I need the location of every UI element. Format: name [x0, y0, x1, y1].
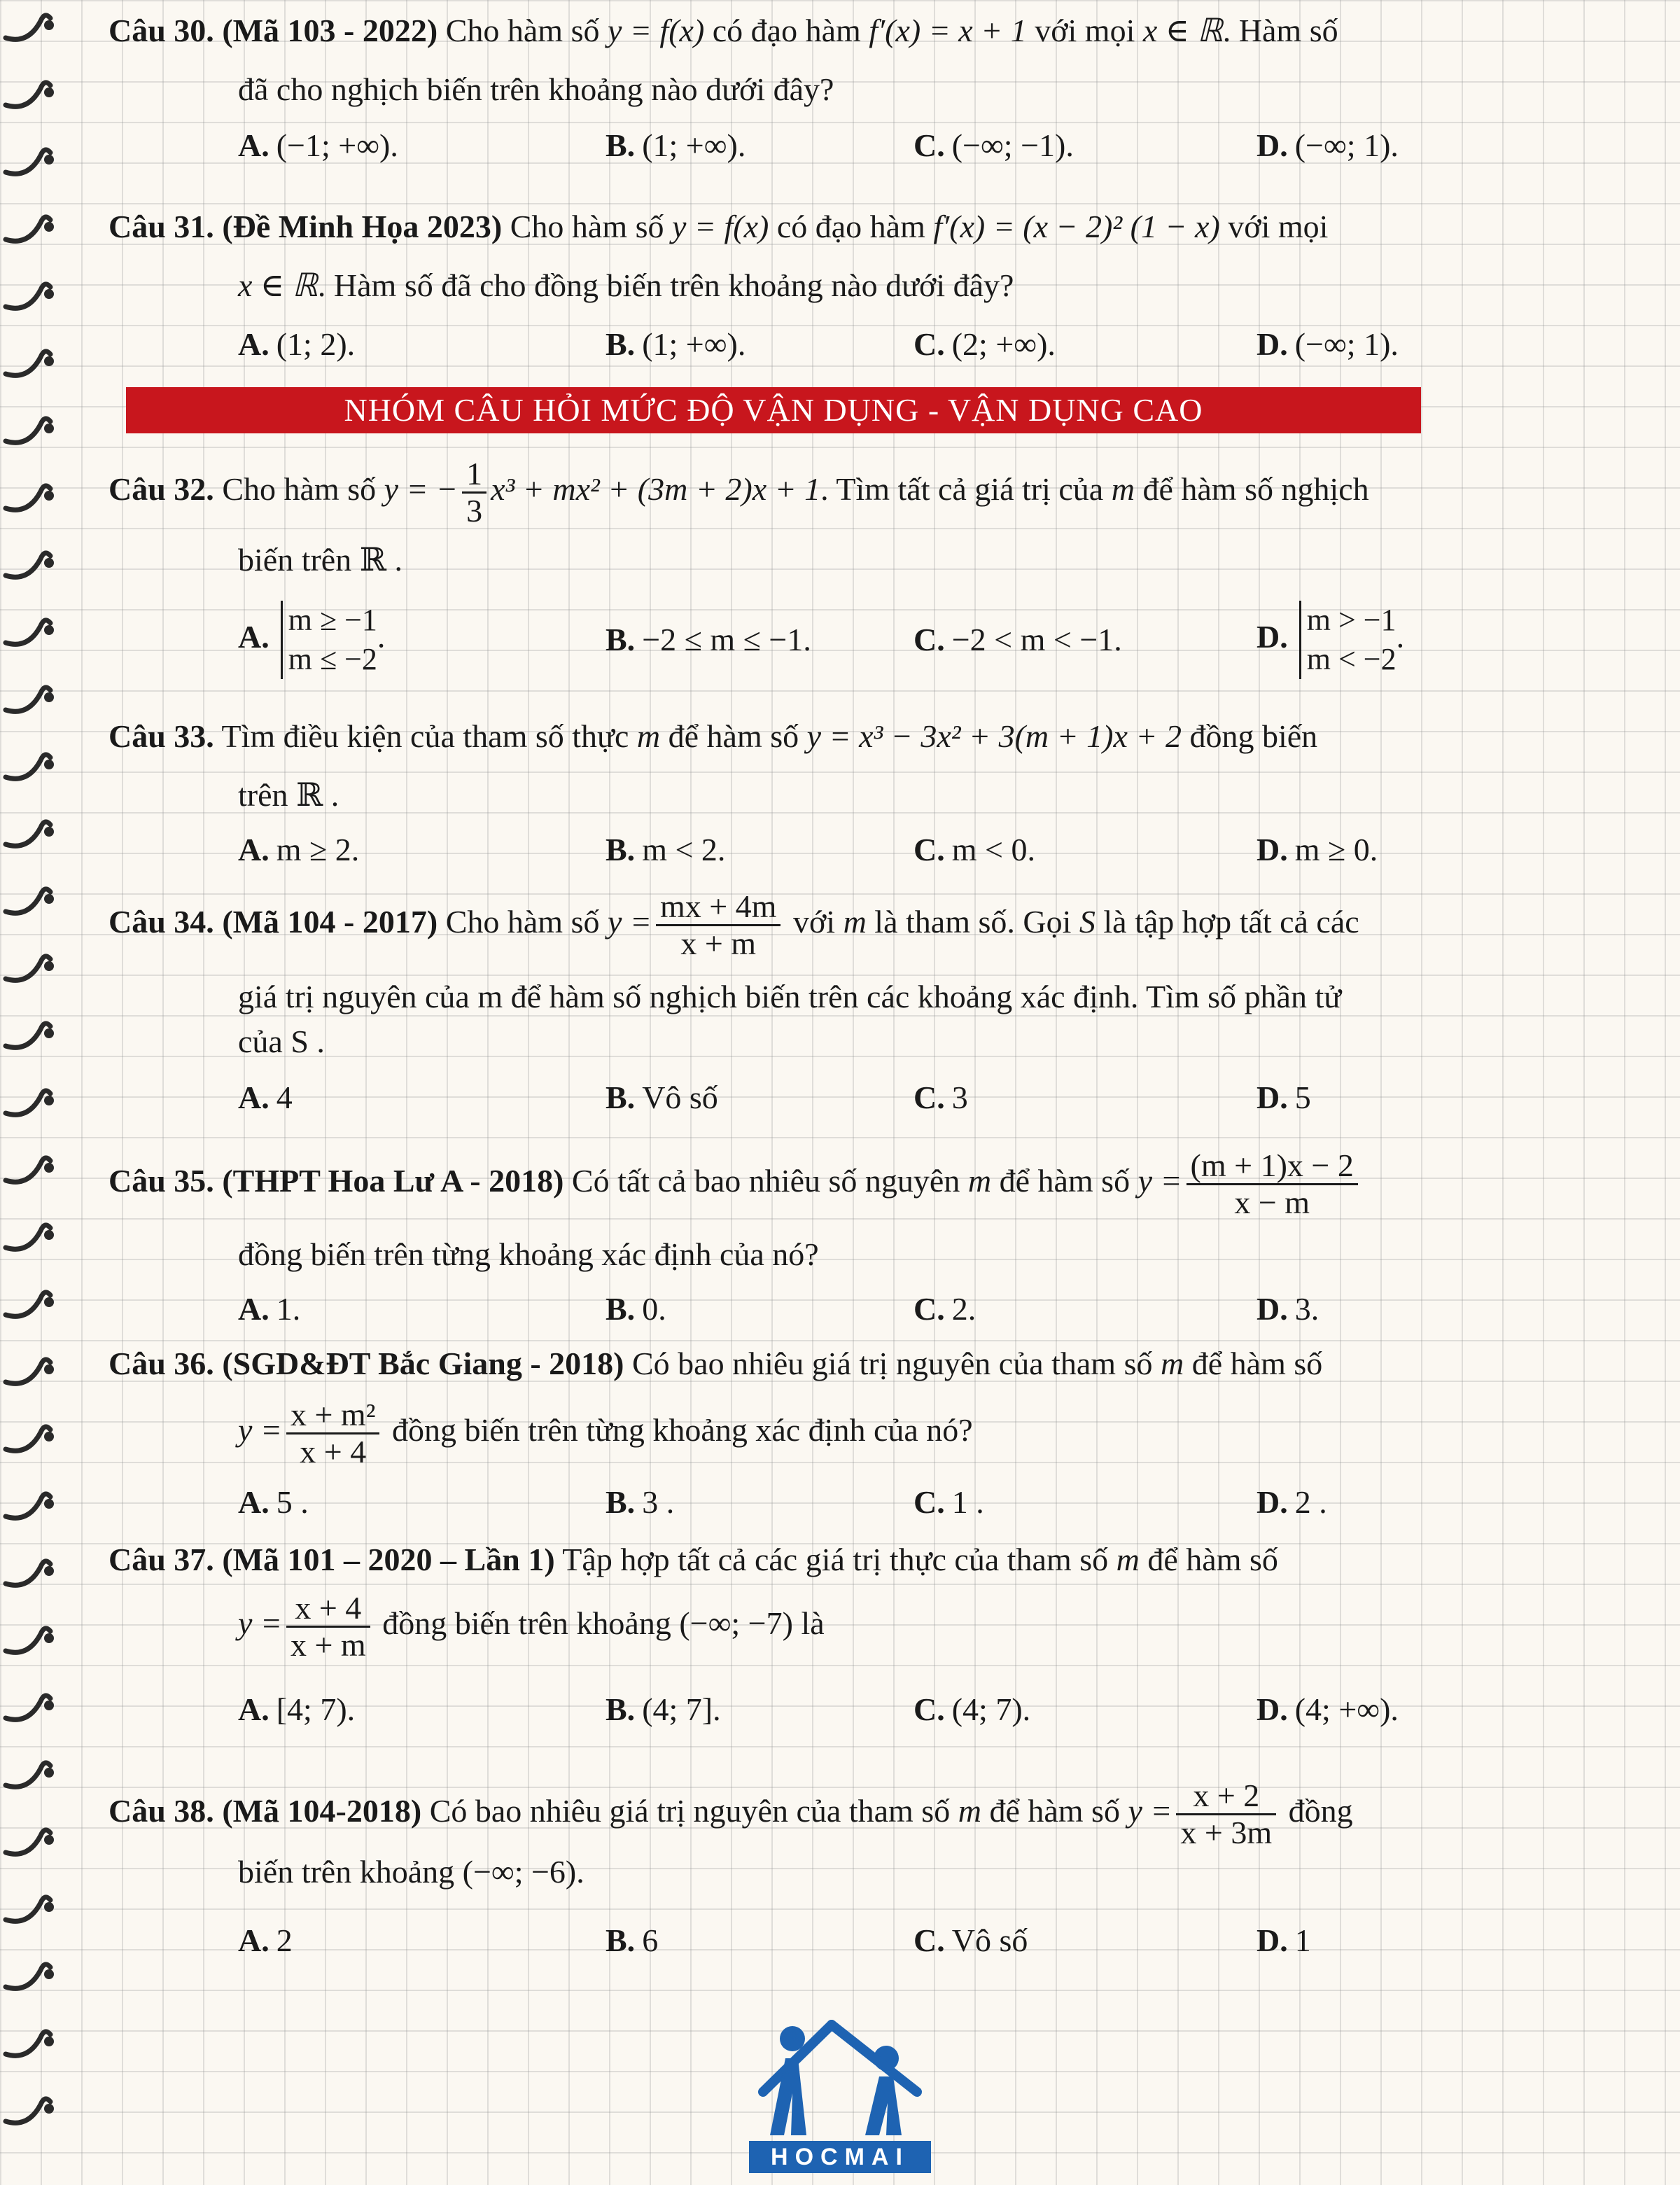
- question-33: Câu 33. Tìm điều kiện của tham số thực m để hàm số y = x³ − 3x² + 3(m + 1)x + 2 đồng biến: [108, 718, 1318, 754]
- question-36-line-2: y = $\frac{\text{x + m²}}{x + 4}$ đồng biến trên từng khoảng xác định của nó?: [238, 1397, 973, 1470]
- spiral-hole: [44, 1432, 54, 1441]
- question-34-line-2: giá trị nguyên của m để hàm số nghịch biến trên các khoảng xác định. Tìm số phần tử: [238, 979, 1342, 1014]
- hocmai-people-icon: [749, 2009, 931, 2142]
- spiral-hole: [44, 894, 54, 904]
- question-38-line-2: biến trên khoảng (−∞; −6).: [238, 1854, 584, 1890]
- spiral-ring: [6, 687, 50, 711]
- spiral-ring: [6, 956, 50, 980]
- question-32: Câu 32. Cho hàm số y = − $\frac{1}{3}$ x³ + mx² + (3m + 2)x + 1. Tìm tất cả giá trị của m để hàm số nghịch: [108, 456, 1369, 529]
- question-34: Câu 34. (Mã 104 - 2017) Cho hàm số y = $\frac{mx + 4m}{x + m}$ với m là tham số. Gọi S là tập hợp tất cả các: [108, 888, 1359, 961]
- spiral-ring: [6, 83, 50, 106]
- option-d[interactable]: D. 2 .: [1256, 1484, 1327, 1520]
- spiral-hole: [44, 1163, 54, 1173]
- spiral-ring: [6, 1628, 50, 1652]
- spiral-ring: [6, 620, 50, 644]
- option-a[interactable]: A. [4; 7).: [238, 1691, 356, 1727]
- spiral-ring: [6, 553, 50, 577]
- system-bracket: m ≥ −1 m ≤ −2: [281, 601, 377, 679]
- option-b[interactable]: B. (1; +∞).: [606, 127, 746, 163]
- fraction: $\frac{x + 2}{x + 3m}$: [1176, 1778, 1276, 1850]
- spiral-hole: [44, 491, 54, 501]
- option-a[interactable]: A. 5 .: [238, 1484, 309, 1520]
- option-b[interactable]: B. Vô số: [606, 1080, 718, 1115]
- option-c[interactable]: C. 2.: [913, 1291, 976, 1327]
- spiral-ring: [6, 1561, 50, 1585]
- spiral-ring: [6, 1158, 50, 1182]
- spiral-hole: [44, 1902, 54, 1912]
- spiral-ring: [6, 755, 50, 779]
- option-d[interactable]: D. (4; +∞).: [1256, 1691, 1399, 1727]
- question-30-line-2: đã cho nghịch biến trên khoảng nào dưới đây?: [238, 71, 834, 107]
- question-35: Câu 35. (THPT Hoa Lư A - 2018) Có tất cả bao nhiêu số nguyên m để hàm số y = $\frac{(m + 1)x - 2}{x - m}$: [108, 1148, 1362, 1220]
- option-c[interactable]: C. m < 0.: [913, 832, 1035, 867]
- option-c[interactable]: C. Vô số: [913, 1922, 1028, 1958]
- option-d[interactable]: D. (−∞; 1).: [1256, 127, 1399, 163]
- question-30: Câu 30. (Mã 103 - 2022) Cho hàm số y = f(x) có đạo hàm f′(x) = x + 1 với mọi x ∈ ℝ. Hàm số: [108, 13, 1338, 48]
- spiral-ring: [6, 1897, 50, 1921]
- spiral-ring: [6, 284, 50, 308]
- option-d[interactable]: D. m > −1 m < −2 .: [1256, 601, 1404, 679]
- spiral-hole: [44, 1566, 54, 1576]
- spiral-hole: [44, 961, 54, 971]
- fraction: $\frac{x + 4}{x + m}$: [286, 1591, 370, 1663]
- spiral-hole: [44, 1633, 54, 1643]
- option-b[interactable]: B. (1; +∞).: [606, 326, 746, 362]
- spiral-hole: [44, 1096, 54, 1105]
- spiral-hole: [44, 2037, 54, 2046]
- spiral-ring: [6, 2032, 50, 2055]
- spiral-ring: [6, 889, 50, 913]
- hocmai-logo: [749, 2009, 931, 2177]
- option-a[interactable]: A. 1.: [238, 1291, 301, 1327]
- spiral-ring: [6, 1763, 50, 1787]
- option-c[interactable]: C. −2 < m < −1.: [913, 622, 1122, 657]
- spiral-ring: [6, 419, 50, 442]
- spiral-hole: [44, 1835, 54, 1845]
- option-a[interactable]: A. 4: [238, 1080, 293, 1115]
- spiral-hole: [44, 1297, 54, 1307]
- spiral-ring: [6, 1360, 50, 1383]
- spiral-hole: [44, 760, 54, 769]
- option-d[interactable]: D. (−∞; 1).: [1256, 326, 1399, 362]
- spiral-ring: [6, 1292, 50, 1316]
- fraction: $\frac{mx + 4m}{x + m}$: [656, 889, 781, 961]
- spiral-hole: [44, 1701, 54, 1710]
- question-34-line-3: của S .: [238, 1024, 325, 1059]
- spiral-hole: [44, 1499, 54, 1509]
- spiral-hole: [44, 1230, 54, 1240]
- option-b[interactable]: B. 6: [606, 1922, 659, 1958]
- question-32-line-2: biến trên ℝ .: [238, 542, 402, 578]
- option-a[interactable]: A. 2: [238, 1922, 293, 1958]
- spiral-hole: [44, 155, 54, 165]
- fraction: $\frac{1}{3}$: [462, 456, 486, 529]
- spiral-hole: [44, 222, 54, 232]
- spiral-ring: [6, 351, 50, 375]
- spiral-ring: [6, 15, 50, 39]
- option-b[interactable]: B. 3 .: [606, 1484, 675, 1520]
- spiral-hole: [44, 1969, 54, 1979]
- question-35-line-2: đồng biến trên từng khoảng xác định của nó?: [238, 1236, 819, 1272]
- spiral-hole: [44, 692, 54, 702]
- spiral-hole: [44, 1364, 54, 1374]
- option-c[interactable]: C. (2; +∞).: [913, 326, 1056, 362]
- spiral-ring: [6, 486, 50, 510]
- question-33-line-2: trên ℝ .: [238, 777, 340, 813]
- spiral-hole: [44, 20, 54, 30]
- spiral-ring: [6, 822, 50, 846]
- option-a[interactable]: A. m ≥ −1 m ≤ −2 .: [238, 601, 385, 679]
- question-37-line-2: y = $\frac{x + 4}{x + m}$ đồng biến trên khoảng (−∞; −7) là: [238, 1590, 825, 1663]
- spiral-ring: [6, 1964, 50, 1988]
- option-b[interactable]: B. m < 2.: [606, 832, 726, 867]
- spiral-ring: [6, 1494, 50, 1518]
- spiral-hole: [44, 558, 54, 568]
- option-d[interactable]: D. 3.: [1256, 1291, 1320, 1327]
- spiral-hole: [44, 1028, 54, 1038]
- spiral-hole: [44, 289, 54, 299]
- spiral-ring: [6, 1024, 50, 1047]
- question-31-line-2: x ∈ ℝ. Hàm số đã cho đồng biến trên khoảng nào dưới đây?: [238, 267, 1014, 303]
- spiral-hole: [44, 88, 54, 97]
- section-banner: NHÓM CÂU HỎI MỨC ĐỘ VẬN DỤNG - VẬN DỤNG CAO: [126, 387, 1421, 433]
- spiral-ring: [6, 150, 50, 174]
- option-d[interactable]: D. 5: [1256, 1080, 1311, 1115]
- option-d[interactable]: D. 1: [1256, 1922, 1311, 1958]
- question-38: Câu 38. (Mã 104-2018) Có bao nhiêu giá trị nguyên của tham số m để hàm số y = $\frac{x + 2}{x + 3m}$ đồng: [108, 1778, 1353, 1850]
- option-b[interactable]: B. −2 ≤ m ≤ −1.: [606, 622, 811, 657]
- option-c[interactable]: C. 3: [913, 1080, 968, 1115]
- spiral-ring: [6, 2099, 50, 2123]
- spiral-hole: [44, 1768, 54, 1778]
- question-36: Câu 36. (SGD&ĐT Bắc Giang - 2018) Có bao nhiêu giá trị nguyên của tham số m để hàm số: [108, 1346, 1323, 1381]
- spiral-ring: [6, 1427, 50, 1451]
- question-31: Câu 31. (Đề Minh Họa 2023) Cho hàm số y = f(x) có đạo hàm f′(x) = (x − 2)² (1 − x) với mọi: [108, 209, 1329, 244]
- system-bracket: m > −1 m < −2: [1299, 601, 1396, 679]
- option-b[interactable]: B. 0.: [606, 1291, 666, 1327]
- option-b[interactable]: B. (4; 7].: [606, 1691, 721, 1727]
- spiral-ring: [6, 1225, 50, 1249]
- option-a[interactable]: A. (−1; +∞).: [238, 127, 398, 163]
- spiral-ring: [6, 217, 50, 241]
- spiral-ring: [6, 1091, 50, 1115]
- spiral-hole: [44, 424, 54, 433]
- option-c[interactable]: C. (4; 7).: [913, 1691, 1031, 1727]
- hocmai-wordmark: HOCMAI: [749, 2141, 931, 2173]
- option-a[interactable]: A. (1; 2).: [238, 326, 356, 362]
- spiral-hole: [44, 827, 54, 837]
- option-d[interactable]: D. m ≥ 0.: [1256, 832, 1378, 867]
- fraction: $\frac{(m + 1)x - 2}{x - m}$: [1186, 1148, 1358, 1220]
- option-c[interactable]: C. 1 .: [913, 1484, 984, 1520]
- spiral-hole: [44, 2104, 54, 2114]
- spiral-ring: [6, 1696, 50, 1719]
- spiral-binding: [0, 0, 77, 2185]
- question-37: Câu 37. (Mã 101 – 2020 – Lần 1) Tập hợp tất cả các giá trị thực của tham số m để hàm số: [108, 1542, 1278, 1577]
- spiral-ring: [6, 1830, 50, 1854]
- spiral-hole: [44, 625, 54, 635]
- option-c[interactable]: C. (−∞; −1).: [913, 127, 1074, 163]
- option-a[interactable]: A. m ≥ 2.: [238, 832, 360, 867]
- spiral-hole: [44, 356, 54, 366]
- fraction: $\frac{\text{x + m²}}{x + 4}$: [286, 1397, 380, 1470]
